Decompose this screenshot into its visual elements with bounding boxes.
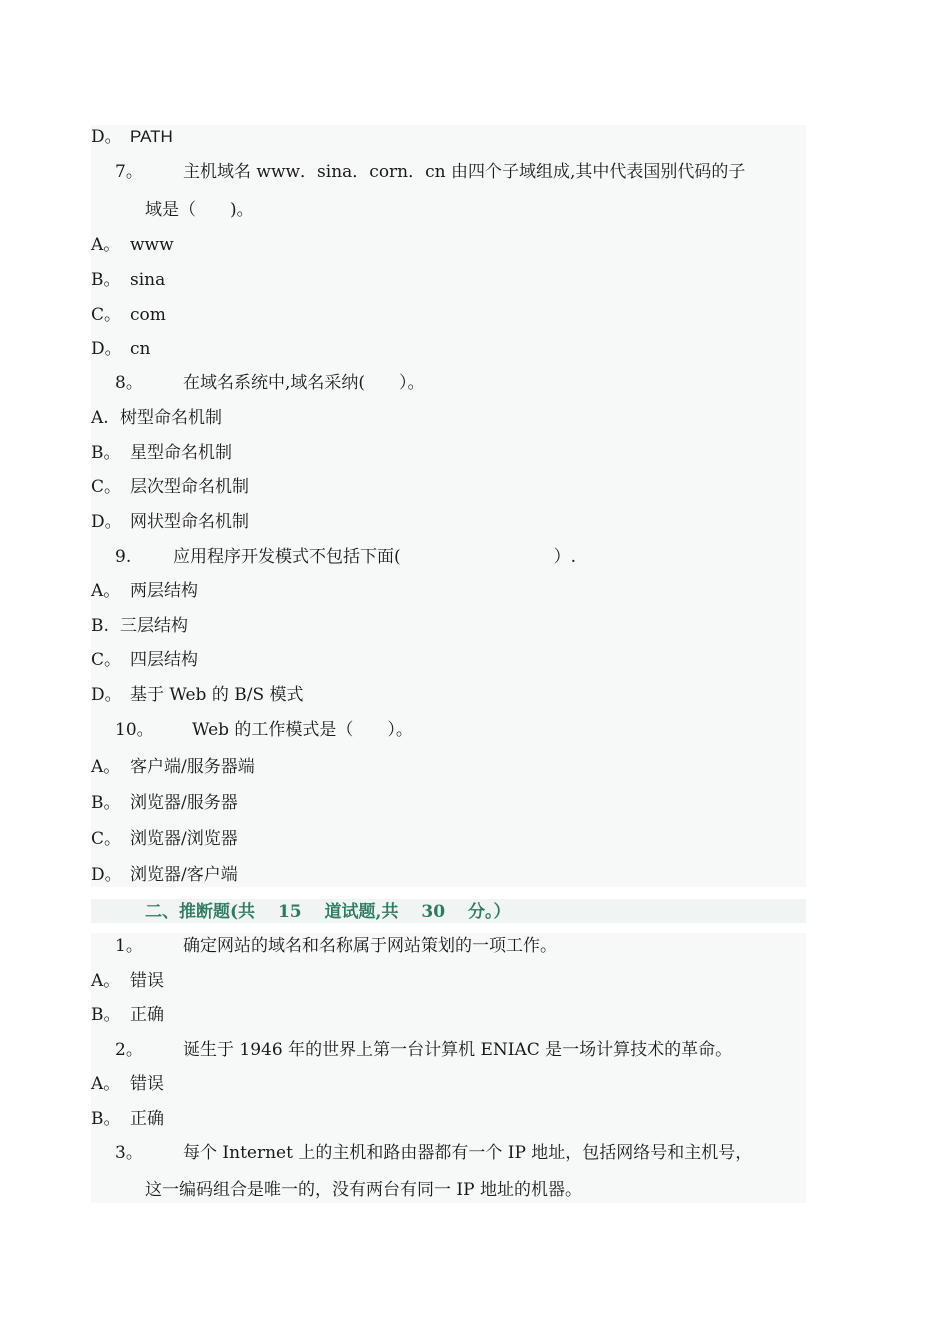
option-line: [91, 864, 238, 886]
question-line: [115, 1142, 752, 1164]
option-line: [91, 126, 173, 148]
option-text: 三层结构: [120, 616, 188, 636]
option-line: [91, 828, 238, 850]
option-line: [91, 476, 249, 498]
option-line: [91, 756, 255, 778]
option-text: 错误: [130, 971, 164, 991]
option-line: [91, 580, 198, 602]
option-label: A。: [91, 1074, 121, 1094]
option-label: C。: [91, 477, 122, 497]
option-label: A。: [91, 581, 121, 601]
question-number: 1。: [115, 936, 143, 956]
option-line: [91, 511, 249, 533]
question-number: 2。: [115, 1040, 143, 1060]
option-label: A。: [91, 235, 121, 255]
option-label: B.: [91, 616, 109, 636]
question-text: 每个 Internet 上的主机和路由器都有一个 IP 地址，包括网络号和主机号，: [183, 1143, 753, 1163]
option-text: cn: [130, 339, 151, 359]
option-label: B。: [91, 1109, 121, 1129]
question-text: 在域名系统中,域名采纳( ）。: [183, 373, 425, 393]
option-text: 错误: [130, 1074, 164, 1094]
option-text: 正确: [130, 1005, 164, 1025]
question-text: 这一编码组合是唯一的，没有两台有同一 IP 地址的机器。: [145, 1180, 582, 1200]
option-text: 两层结构: [130, 581, 198, 601]
option-line: [91, 1073, 164, 1095]
option-label: B。: [91, 793, 121, 813]
question-number: 3。: [115, 1143, 143, 1163]
question-line: [115, 719, 413, 741]
option-line: [91, 649, 198, 671]
question-line: [115, 935, 557, 957]
option-text: sina: [130, 270, 166, 290]
option-line: [91, 1108, 164, 1130]
question-text: 确定网站的域名和名称属于网站策划的一项工作。: [183, 936, 557, 956]
option-label: B。: [91, 270, 121, 290]
option-label: D。: [91, 685, 122, 705]
option-text: 基于 Web 的 B/S 模式: [130, 685, 304, 705]
option-label: C。: [91, 829, 122, 849]
option-text: com: [130, 305, 166, 325]
option-line: [91, 1004, 164, 1026]
question-line: [115, 546, 576, 568]
question-text: 主机域名 www．sina．corn．cn 由四个子域组成,其中代表国别代码的子: [183, 162, 746, 182]
option-line: [91, 442, 232, 464]
option-text: 浏览器/浏览器: [130, 829, 238, 849]
option-text: 浏览器/服务器: [130, 793, 238, 813]
option-line: [91, 970, 164, 992]
option-text: 层次型命名机制: [130, 477, 249, 497]
option-text: 四层结构: [130, 650, 198, 670]
option-label: B。: [91, 443, 121, 463]
option-label: D。: [91, 339, 122, 359]
question-number: 10。: [115, 720, 154, 740]
option-label: B。: [91, 1005, 121, 1025]
question-number: 8。: [115, 373, 143, 393]
option-label: D。: [91, 865, 122, 885]
option-text: 正确: [130, 1109, 164, 1129]
option-label: C。: [91, 305, 122, 325]
question-continuation: [145, 1179, 582, 1201]
question-line: [115, 1039, 732, 1061]
option-label: D。: [91, 512, 122, 532]
question-line: [115, 372, 425, 394]
option-line: [91, 407, 222, 429]
option-text: www: [130, 235, 174, 255]
question-number: 9.: [115, 547, 132, 567]
option-label: D。: [91, 127, 122, 147]
question-number: 7。: [115, 162, 143, 182]
question-line: [115, 161, 745, 183]
question-text: Web 的工作模式是（ ）。: [192, 720, 413, 740]
option-line: [91, 304, 166, 326]
option-text: 星型命名机制: [130, 443, 232, 463]
question-text: 应用程序开发模式不包括下面( ）.: [173, 547, 577, 567]
question-text: 诞生于 1946 年的世界上第一台计算机 ENIAC 是一场计算技术的革命。: [183, 1040, 733, 1060]
option-line: [91, 792, 238, 814]
option-label: C。: [91, 650, 122, 670]
option-text: 浏览器/客户端: [130, 865, 238, 885]
section-heading: 二、推断题(共 15 道试题,共 30 分。）: [145, 902, 511, 922]
option-text: 客户端/服务器端: [130, 757, 255, 777]
option-label: A。: [91, 757, 121, 777]
option-label: A。: [91, 971, 121, 991]
option-text: 网状型命名机制: [130, 512, 249, 532]
option-line: [91, 615, 188, 637]
option-text: 树型命名机制: [120, 408, 222, 428]
option-line: [91, 684, 304, 706]
option-line: [91, 338, 150, 360]
question-continuation: [145, 199, 254, 221]
option-line: [91, 269, 165, 291]
question-text: 域是（ )。: [145, 200, 254, 220]
option-text: PATH: [130, 127, 173, 146]
option-label: A.: [91, 408, 109, 428]
option-line: [91, 234, 174, 256]
